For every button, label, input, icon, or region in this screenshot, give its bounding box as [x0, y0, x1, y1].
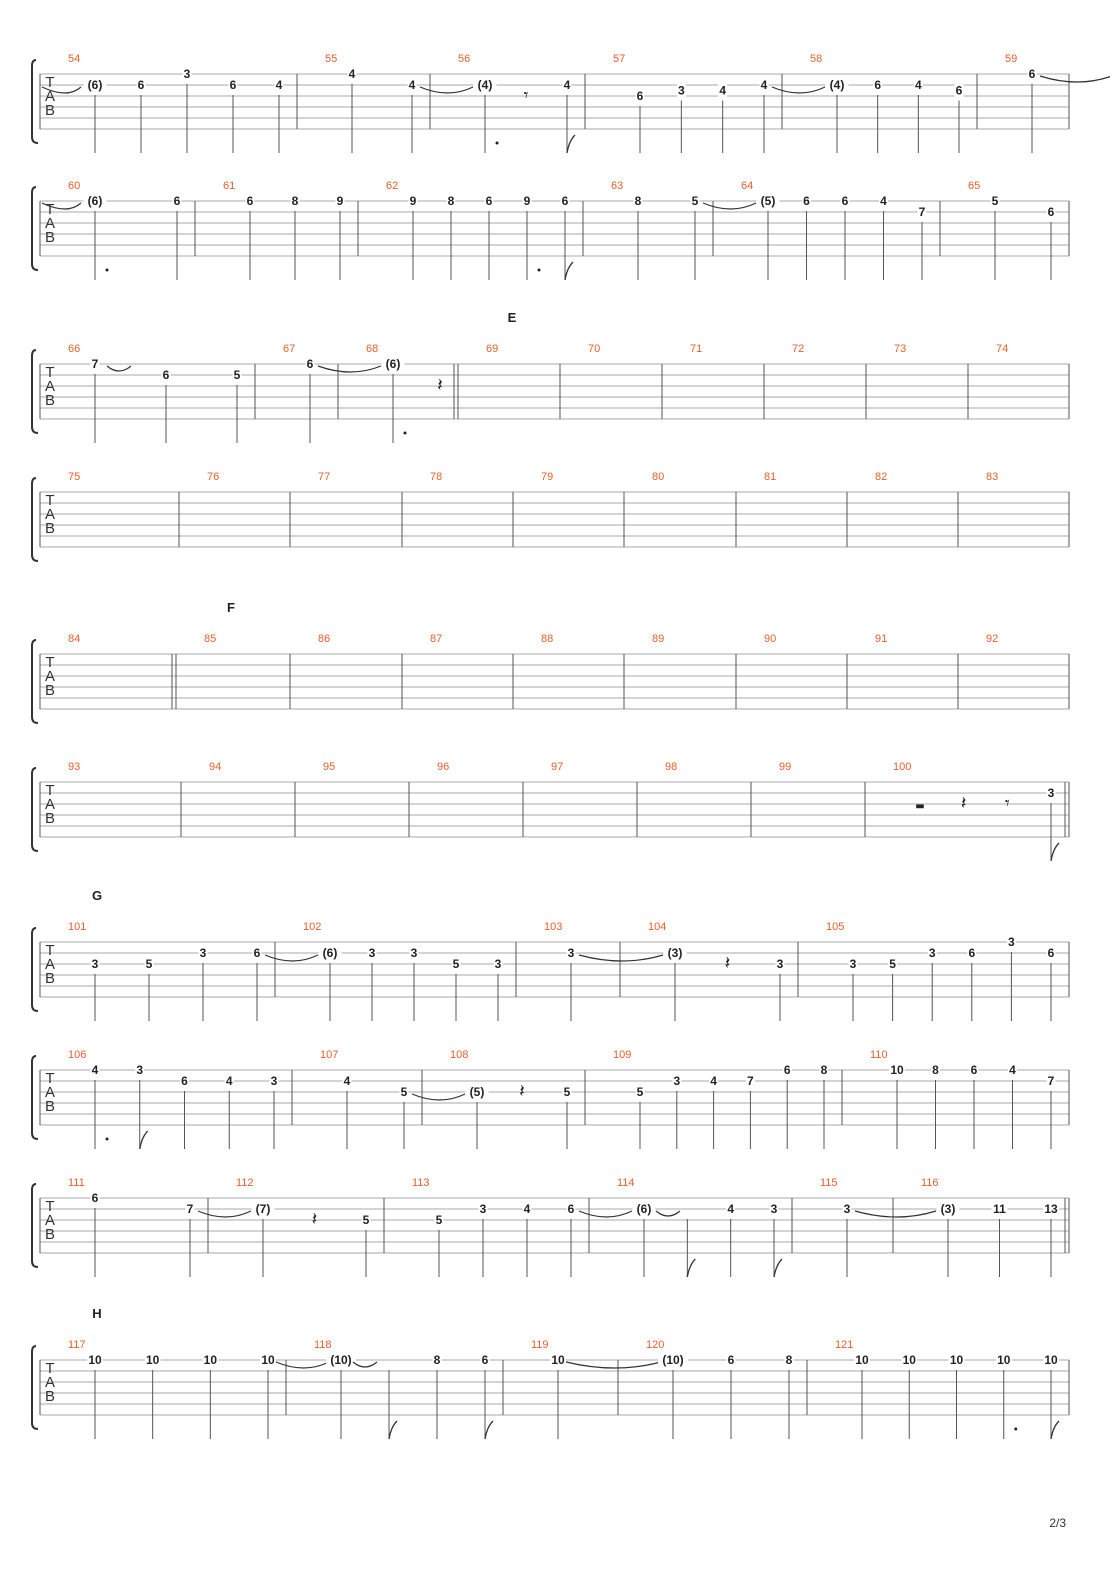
bar-number: 88 — [541, 633, 554, 645]
fret-number: 6 — [636, 89, 644, 103]
bar-number: 71 — [690, 343, 703, 355]
fret-number: 10 — [890, 1063, 904, 1077]
fret-number: 3 — [928, 946, 936, 960]
fret-number: 8 — [447, 194, 455, 208]
tie-arc — [566, 1362, 661, 1368]
fret-number: 4 — [563, 78, 571, 92]
fret-number: (6) — [636, 1202, 652, 1216]
tie-arc — [198, 1211, 251, 1217]
tab-clef-letter: A — [44, 1084, 56, 1101]
note-flag — [485, 1421, 493, 1439]
fret-number: (5) — [469, 1085, 485, 1099]
section-marker: H — [92, 1306, 102, 1321]
system-bracket — [32, 350, 38, 433]
bar-number: 84 — [68, 633, 81, 645]
bar-number: 96 — [437, 761, 450, 773]
bar-number: 65 — [968, 180, 981, 192]
tab-system — [32, 761, 1069, 861]
fret-number: 3 — [494, 957, 502, 971]
system-bracket — [32, 768, 38, 851]
fret-number: 8 — [785, 1353, 793, 1367]
bar-number: 64 — [741, 180, 754, 192]
fret-number: 5 — [452, 957, 460, 971]
dot-marker — [106, 1138, 109, 1141]
fret-number: 3 — [136, 1063, 144, 1077]
fret-number: 3 — [673, 1074, 681, 1088]
fret-number: (10) — [330, 1353, 352, 1367]
tab-clef-letter: B — [44, 392, 56, 409]
rest-symbol: 𝄾 — [523, 85, 529, 106]
rest-symbol: 𝄾 — [1004, 793, 1010, 814]
fret-number: 3 — [410, 946, 418, 960]
tab-clef-letter: A — [44, 796, 56, 813]
fret-number: 5 — [636, 1085, 644, 1099]
tab-clef-letter: T — [45, 74, 55, 91]
system-bracket — [32, 928, 38, 1011]
tie-arc — [420, 87, 473, 93]
bar-number: 119 — [531, 1339, 549, 1351]
fret-number: 3 — [843, 1202, 851, 1216]
fret-number: (6) — [87, 194, 103, 208]
fret-number: 11 — [993, 1202, 1006, 1216]
fret-number: 4 — [275, 78, 283, 92]
tab-system — [32, 180, 1069, 280]
fret-number: 6 — [246, 194, 254, 208]
tab-clef-letter: A — [44, 88, 56, 105]
tab-system — [32, 471, 1069, 561]
fret-number: 4 — [914, 78, 922, 92]
fret-number: 6 — [1047, 946, 1055, 960]
system-bracket — [32, 1184, 38, 1267]
fret-number: 6 — [1028, 67, 1036, 81]
dot-marker — [1014, 1428, 1017, 1431]
fret-number: 6 — [485, 194, 493, 208]
bar-number: 75 — [68, 471, 81, 483]
bar-number: 115 — [820, 1177, 838, 1189]
note-flag — [1051, 1421, 1059, 1439]
fret-number: (5) — [760, 194, 776, 208]
bar-number: 92 — [986, 633, 999, 645]
note-flag — [565, 262, 573, 280]
fret-number: 6 — [968, 946, 976, 960]
fret-number: 3 — [199, 946, 207, 960]
tie-arc — [1040, 76, 1110, 82]
fret-number: 5 — [233, 368, 241, 382]
fret-number: 4 — [880, 194, 887, 208]
bar-number: 103 — [544, 921, 563, 933]
bar-number: 56 — [458, 53, 471, 65]
fret-number: 10 — [902, 1353, 916, 1367]
system-bracket — [32, 60, 38, 143]
bar-number: 101 — [68, 921, 87, 933]
tie-arc — [412, 1094, 465, 1100]
bar-number: 100 — [893, 761, 912, 773]
fret-number: 3 — [567, 946, 575, 960]
bar-number: 59 — [1005, 53, 1018, 65]
fret-number: 6 — [481, 1353, 489, 1367]
fret-number: 5 — [889, 957, 896, 971]
note-flag — [687, 1259, 695, 1277]
bar-number: 76 — [207, 471, 220, 483]
tab-clef-letter: A — [44, 1212, 56, 1229]
fret-number: 5 — [435, 1213, 443, 1227]
bar-number: 107 — [320, 1049, 339, 1061]
bar-number: 81 — [764, 471, 777, 483]
fret-number: 8 — [820, 1063, 828, 1077]
tab-clef-letter: T — [45, 1360, 55, 1377]
fret-number: (10) — [662, 1353, 684, 1367]
tab-clef-letter: B — [44, 1226, 56, 1243]
tab-clef-letter: T — [45, 492, 55, 509]
tab-clef-letter: B — [44, 682, 56, 699]
tie-arc — [276, 1362, 329, 1368]
tab-system — [32, 600, 1069, 723]
bar-number: 110 — [870, 1049, 888, 1061]
fret-number: 3 — [270, 1074, 278, 1088]
system-bracket — [32, 1346, 38, 1429]
tie-arc — [579, 1211, 632, 1217]
fret-number: 13 — [1044, 1202, 1058, 1216]
bar-number: 90 — [764, 633, 777, 645]
bar-number: 54 — [68, 53, 81, 65]
system-bracket — [32, 187, 38, 270]
fret-number: 6 — [567, 1202, 575, 1216]
fret-number: (7) — [255, 1202, 271, 1216]
fret-number: 7 — [186, 1202, 194, 1216]
page-number: 2/3 — [1049, 1516, 1066, 1530]
fret-number: 6 — [727, 1353, 735, 1367]
tab-system — [32, 1177, 1069, 1277]
fret-number: 8 — [634, 194, 642, 208]
bar-number: 62 — [386, 180, 399, 192]
tie-arc — [703, 203, 756, 209]
bar-number: 112 — [236, 1177, 254, 1189]
fret-number: (3) — [940, 1202, 956, 1216]
fret-number: 8 — [932, 1063, 939, 1077]
fret-number: 6 — [874, 78, 882, 92]
system-bracket — [32, 1056, 38, 1139]
bar-number: 89 — [652, 633, 665, 645]
dot-marker — [404, 432, 407, 435]
tab-clef-letter: B — [44, 1098, 56, 1115]
fret-number: 6 — [173, 194, 181, 208]
bar-number: 93 — [68, 761, 81, 773]
bar-number: 61 — [223, 180, 236, 192]
fret-number: 3 — [1008, 935, 1015, 949]
tie-arc — [107, 366, 131, 371]
fret-number: 3 — [479, 1202, 487, 1216]
bar-number: 118 — [314, 1339, 332, 1351]
tie-arc — [353, 1362, 377, 1367]
tab-clef-letter: B — [44, 970, 56, 987]
bar-number: 94 — [209, 761, 222, 773]
bar-number: 67 — [283, 343, 296, 355]
fret-number: 10 — [261, 1353, 275, 1367]
bar-number: 87 — [430, 633, 443, 645]
bar-number: 57 — [613, 53, 626, 65]
fret-number: 6 — [561, 194, 569, 208]
fret-number: 5 — [691, 194, 699, 208]
tab-clef-letter: A — [44, 668, 56, 685]
tab-clef-letter: T — [45, 201, 55, 218]
fret-number: 10 — [88, 1353, 102, 1367]
dot-marker — [538, 269, 541, 272]
bar-number: 69 — [486, 343, 499, 355]
dot-marker — [106, 269, 109, 272]
bar-number: 70 — [588, 343, 601, 355]
note-flag — [567, 135, 575, 153]
bar-number: 60 — [68, 180, 81, 192]
fret-number: 6 — [783, 1063, 791, 1077]
fret-number: (4) — [477, 78, 493, 92]
fret-number: 7 — [1047, 1074, 1055, 1088]
fret-number: 10 — [997, 1353, 1011, 1367]
bar-number: 117 — [68, 1339, 86, 1351]
tab-clef-letter: A — [44, 956, 56, 973]
fret-number: 3 — [1047, 786, 1055, 800]
tie-arc — [855, 1211, 936, 1217]
fret-number: 8 — [291, 194, 299, 208]
bar-number: 82 — [875, 471, 888, 483]
fret-number: 10 — [855, 1353, 869, 1367]
rest-symbol: 𝄽 — [724, 953, 731, 974]
fret-number: 6 — [803, 194, 810, 208]
fret-number: 9 — [336, 194, 344, 208]
tab-clef-letter: T — [45, 654, 55, 671]
fret-number: 6 — [253, 946, 261, 960]
tab-clef-letter: T — [45, 364, 55, 381]
bar-number: 113 — [412, 1177, 430, 1189]
fret-number: 4 — [523, 1202, 531, 1216]
bar-number: 83 — [986, 471, 999, 483]
bar-number: 77 — [318, 471, 331, 483]
bar-number: 108 — [450, 1049, 469, 1061]
fret-number: (6) — [87, 78, 103, 92]
bar-number: 85 — [204, 633, 217, 645]
tab-system — [32, 53, 1110, 153]
bar-number: 111 — [68, 1177, 85, 1189]
bar-number: 99 — [779, 761, 792, 773]
fret-number: 4 — [91, 1063, 99, 1077]
tab-clef-letter: T — [45, 782, 55, 799]
bar-number: 86 — [318, 633, 331, 645]
tie-arc — [656, 1211, 680, 1216]
fret-number: 6 — [841, 194, 849, 208]
fret-number: 4 — [343, 1074, 351, 1088]
tab-system — [32, 888, 1069, 1021]
tie-arc — [318, 366, 381, 372]
note-flag — [140, 1131, 148, 1149]
fret-number: 6 — [970, 1063, 978, 1077]
fret-number: 6 — [162, 368, 170, 382]
bar-number: 91 — [875, 633, 888, 645]
bar-number: 66 — [68, 343, 81, 355]
fret-number: 5 — [145, 957, 153, 971]
tie-arc — [265, 955, 318, 961]
fret-number: 4 — [348, 67, 356, 81]
fret-number: 5 — [362, 1213, 370, 1227]
note-flag — [389, 1421, 397, 1439]
section-marker: E — [507, 310, 517, 325]
fret-number: (4) — [829, 78, 845, 92]
fret-number: 3 — [677, 83, 685, 98]
bar-number: 109 — [613, 1049, 632, 1061]
fret-number: 4 — [710, 1074, 717, 1088]
fret-number: 6 — [306, 357, 314, 371]
rest-symbol: 𝄽 — [519, 1081, 525, 1102]
bar-number: 116 — [921, 1177, 939, 1189]
system-bracket — [32, 640, 38, 723]
fret-number: 9 — [523, 194, 531, 208]
section-marker: F — [227, 600, 235, 615]
fret-number: 5 — [991, 194, 999, 208]
fret-number: 3 — [91, 957, 99, 971]
tab-clef-letter: T — [45, 942, 55, 959]
fret-number: (6) — [385, 357, 401, 371]
fret-number: 5 — [563, 1085, 571, 1099]
rest-symbol: ▬ — [915, 801, 925, 812]
fret-number: 4 — [1009, 1063, 1016, 1077]
bar-number: 98 — [665, 761, 678, 773]
bar-number: 95 — [323, 761, 336, 773]
fret-number: 10 — [1044, 1353, 1058, 1367]
tab-clef-letter: B — [44, 810, 56, 827]
tab-clef-letter: B — [44, 102, 56, 119]
fret-number: 6 — [91, 1191, 99, 1205]
fret-number: 10 — [551, 1353, 565, 1367]
rest-symbol: 𝄽 — [960, 793, 967, 814]
fret-number: 6 — [181, 1074, 188, 1088]
bar-number: 73 — [894, 343, 907, 355]
fret-number: 10 — [949, 1353, 964, 1367]
bar-number: 74 — [996, 343, 1009, 355]
dot-marker — [496, 142, 499, 145]
rest-symbol: 𝄽 — [311, 1209, 318, 1230]
bar-number: 102 — [303, 921, 322, 933]
bar-number: 63 — [611, 180, 624, 192]
fret-number: 8 — [433, 1353, 441, 1367]
fret-number: (6) — [322, 946, 338, 960]
tab-system — [32, 310, 1069, 443]
fret-number: 4 — [760, 78, 768, 92]
bar-number: 121 — [835, 1339, 854, 1351]
system-bracket — [32, 478, 38, 561]
tab-clef-letter: T — [45, 1070, 55, 1087]
fret-number: 6 — [1047, 205, 1055, 219]
fret-number: 4 — [225, 1074, 233, 1088]
fret-number: 6 — [955, 83, 963, 98]
tab-clef-letter: A — [44, 1374, 56, 1391]
tab-clef-letter: A — [44, 378, 56, 395]
fret-number: 3 — [770, 1202, 778, 1216]
fret-number: 10 — [203, 1353, 218, 1367]
bar-number: 120 — [646, 1339, 665, 1351]
bar-number: 58 — [810, 53, 823, 65]
fret-number: 3 — [368, 946, 376, 960]
note-flag — [774, 1259, 782, 1277]
tab-clef-letter: B — [44, 1388, 56, 1405]
fret-number: 5 — [400, 1085, 408, 1099]
bar-number: 72 — [792, 343, 805, 355]
tab-clef-letter: A — [44, 506, 56, 523]
fret-number: 6 — [137, 78, 145, 92]
tab-system — [32, 1306, 1069, 1439]
bar-number: 114 — [617, 1177, 635, 1189]
tab-clef-letter: A — [44, 215, 56, 232]
tab-clef-letter: T — [45, 1198, 55, 1215]
tab-clef-letter: B — [44, 520, 56, 537]
fret-number: 3 — [849, 957, 857, 971]
fret-number: 10 — [145, 1353, 160, 1367]
section-marker: G — [91, 888, 103, 903]
bar-number: 68 — [366, 343, 379, 355]
fret-number: 4 — [727, 1202, 735, 1216]
fret-number: 3 — [183, 67, 191, 81]
tab-clef-letter: B — [44, 229, 56, 246]
note-flag — [1051, 843, 1059, 861]
bar-number: 79 — [541, 471, 554, 483]
fret-number: (3) — [667, 946, 683, 960]
bar-number: 105 — [826, 921, 845, 933]
tab-system — [32, 1049, 1069, 1149]
bar-number: 104 — [648, 921, 667, 933]
fret-number: 3 — [776, 957, 784, 971]
bar-number: 80 — [652, 471, 665, 483]
bar-number: 97 — [551, 761, 564, 773]
tie-arc — [579, 955, 663, 961]
bar-number: 78 — [430, 471, 443, 483]
rest-symbol: 𝄽 — [437, 375, 443, 396]
bar-number: 55 — [325, 53, 338, 65]
fret-number: 7 — [918, 205, 926, 219]
bar-number: 106 — [68, 1049, 87, 1061]
fret-number: 9 — [409, 194, 417, 208]
fret-number: 7 — [747, 1074, 754, 1088]
fret-number: 4 — [719, 83, 727, 98]
tie-arc — [772, 87, 825, 93]
fret-number: 7 — [91, 357, 99, 371]
fret-number: 4 — [408, 78, 416, 92]
fret-number: 6 — [229, 78, 237, 92]
